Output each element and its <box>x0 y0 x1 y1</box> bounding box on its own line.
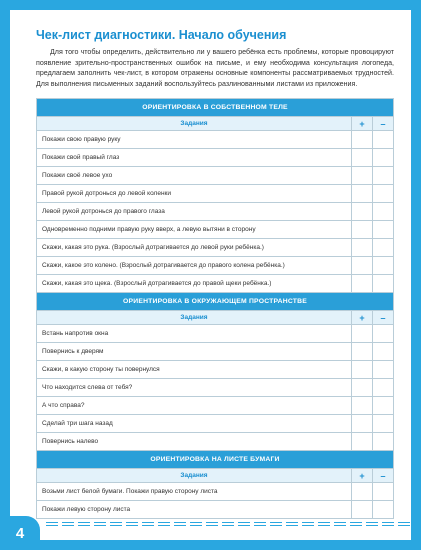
plus-checkbox-cell[interactable] <box>351 257 372 275</box>
task-text: Повернись к дверям <box>37 343 352 361</box>
minus-checkbox-cell[interactable] <box>372 149 393 167</box>
task-text: Левой рукой дотронься до правого глаза <box>37 203 352 221</box>
table-row <box>37 203 394 221</box>
table-row <box>37 501 394 519</box>
minus-checkbox-cell[interactable] <box>372 325 393 343</box>
plus-checkbox-cell[interactable] <box>351 343 372 361</box>
table-row <box>37 397 394 415</box>
table-row <box>37 167 394 185</box>
decorative-footer-lines <box>46 521 416 527</box>
plus-checkbox-cell[interactable] <box>351 221 372 239</box>
plus-checkbox-cell[interactable] <box>351 203 372 221</box>
minus-checkbox-cell[interactable] <box>372 379 393 397</box>
task-text: Покажи свою правую руку <box>37 131 352 149</box>
plus-checkbox-cell[interactable] <box>351 239 372 257</box>
table-row <box>37 361 394 379</box>
page-frame-left <box>0 0 10 550</box>
intro-paragraph: Для того чтобы определить, действительно ли у вашего ребёнка есть проблемы, которые провоцируют появление зрительно-пространственных ошибок на письме, и ему необходима консультация логопеда, предлагаем заполнить чек-лист, в котором отражены основные компоненты рассматриваемых трудностей. Для выполнения письменных заданий воспользуйтесь разлинованными листами из приложения. <box>36 48 394 88</box>
checklist-table <box>36 98 394 519</box>
section-header-row <box>37 451 394 469</box>
plus-checkbox-cell[interactable] <box>351 501 372 519</box>
column-header-row <box>37 117 394 131</box>
task-text: А что справа? <box>37 397 352 415</box>
task-text: Что находится слева от тебя? <box>37 379 352 397</box>
table-row <box>37 221 394 239</box>
minus-checkbox-cell[interactable] <box>372 361 393 379</box>
minus-checkbox-cell[interactable] <box>372 185 393 203</box>
minus-column-header: – <box>372 311 393 325</box>
plus-checkbox-cell[interactable] <box>351 415 372 433</box>
minus-column-header: – <box>372 117 393 131</box>
table-row <box>37 325 394 343</box>
task-text: Скажи, какая это щека. (Взрослый дотрагивается до правой щеки ребёнка.) <box>37 275 352 293</box>
plus-column-header: + <box>351 117 372 131</box>
table-row <box>37 239 394 257</box>
page-title: Чек-лист диагностики. Начало обучения <box>36 28 287 42</box>
tasks-column-header: Задания <box>37 117 352 131</box>
minus-checkbox-cell[interactable] <box>372 483 393 501</box>
task-text: Покажи свой правый глаз <box>37 149 352 167</box>
page-frame-bottom <box>0 540 421 550</box>
column-header-row <box>37 311 394 325</box>
minus-checkbox-cell[interactable] <box>372 433 393 451</box>
task-text: Скажи, какая это рука. (Взрослый дотрагивается до левой руки ребёнка.) <box>37 239 352 257</box>
table-row <box>37 379 394 397</box>
task-text: Повернись налево <box>37 433 352 451</box>
task-text: Скажи, какое это колено. (Взрослый дотрагивается до правого колена ребёнка.) <box>37 257 352 275</box>
minus-checkbox-cell[interactable] <box>372 397 393 415</box>
plus-checkbox-cell[interactable] <box>351 433 372 451</box>
plus-checkbox-cell[interactable] <box>351 185 372 203</box>
task-text: Возьми лист белой бумаги. Покажи правую сторону листа <box>37 483 352 501</box>
table-row <box>37 483 394 501</box>
tasks-column-header: Задания <box>37 469 352 483</box>
minus-checkbox-cell[interactable] <box>372 221 393 239</box>
section-title: ОРИЕНТИРОВКА В СОБСТВЕННОМ ТЕЛЕ <box>37 99 394 117</box>
task-text: Одновременно подними правую руку вверх, а левую вытяни в сторону <box>37 221 352 239</box>
plus-column-header: + <box>351 311 372 325</box>
task-text: Покажи левую сторону листа <box>37 501 352 519</box>
minus-checkbox-cell[interactable] <box>372 415 393 433</box>
table-row <box>37 343 394 361</box>
task-text: Покажи своё левое ухо <box>37 167 352 185</box>
section-title: ОРИЕНТИРОВКА НА ЛИСТЕ БУМАГИ <box>37 451 394 469</box>
task-text: Правой рукой дотронься до левой коленки <box>37 185 352 203</box>
plus-checkbox-cell[interactable] <box>351 325 372 343</box>
column-header-row <box>37 469 394 483</box>
plus-checkbox-cell[interactable] <box>351 483 372 501</box>
minus-checkbox-cell[interactable] <box>372 275 393 293</box>
minus-checkbox-cell[interactable] <box>372 239 393 257</box>
minus-checkbox-cell[interactable] <box>372 167 393 185</box>
table-row <box>37 257 394 275</box>
table-row <box>37 433 394 451</box>
section-header-row <box>37 293 394 311</box>
table-row <box>37 185 394 203</box>
plus-checkbox-cell[interactable] <box>351 131 372 149</box>
task-text: Скажи, в какую сторону ты повернулся <box>37 361 352 379</box>
minus-checkbox-cell[interactable] <box>372 501 393 519</box>
plus-checkbox-cell[interactable] <box>351 361 372 379</box>
tasks-column-header: Задания <box>37 311 352 325</box>
plus-column-header: + <box>351 469 372 483</box>
page-frame-right <box>411 0 421 550</box>
plus-checkbox-cell[interactable] <box>351 397 372 415</box>
plus-checkbox-cell[interactable] <box>351 379 372 397</box>
table-row <box>37 149 394 167</box>
minus-checkbox-cell[interactable] <box>372 343 393 361</box>
minus-checkbox-cell[interactable] <box>372 203 393 221</box>
page-content <box>36 20 394 519</box>
plus-checkbox-cell[interactable] <box>351 149 372 167</box>
minus-column-header: – <box>372 469 393 483</box>
task-text: Сделай три шага назад <box>37 415 352 433</box>
minus-checkbox-cell[interactable] <box>372 257 393 275</box>
table-row <box>37 131 394 149</box>
page-frame-top <box>0 0 421 10</box>
task-text: Встань напротив окна <box>37 325 352 343</box>
page-number: 4 <box>0 516 40 550</box>
section-header-row <box>37 99 394 117</box>
table-row <box>37 415 394 433</box>
table-row <box>37 275 394 293</box>
minus-checkbox-cell[interactable] <box>372 131 393 149</box>
plus-checkbox-cell[interactable] <box>351 275 372 293</box>
section-title: ОРИЕНТИРОВКА В ОКРУЖАЮЩЕМ ПРОСТРАНСТВЕ <box>37 293 394 311</box>
plus-checkbox-cell[interactable] <box>351 167 372 185</box>
